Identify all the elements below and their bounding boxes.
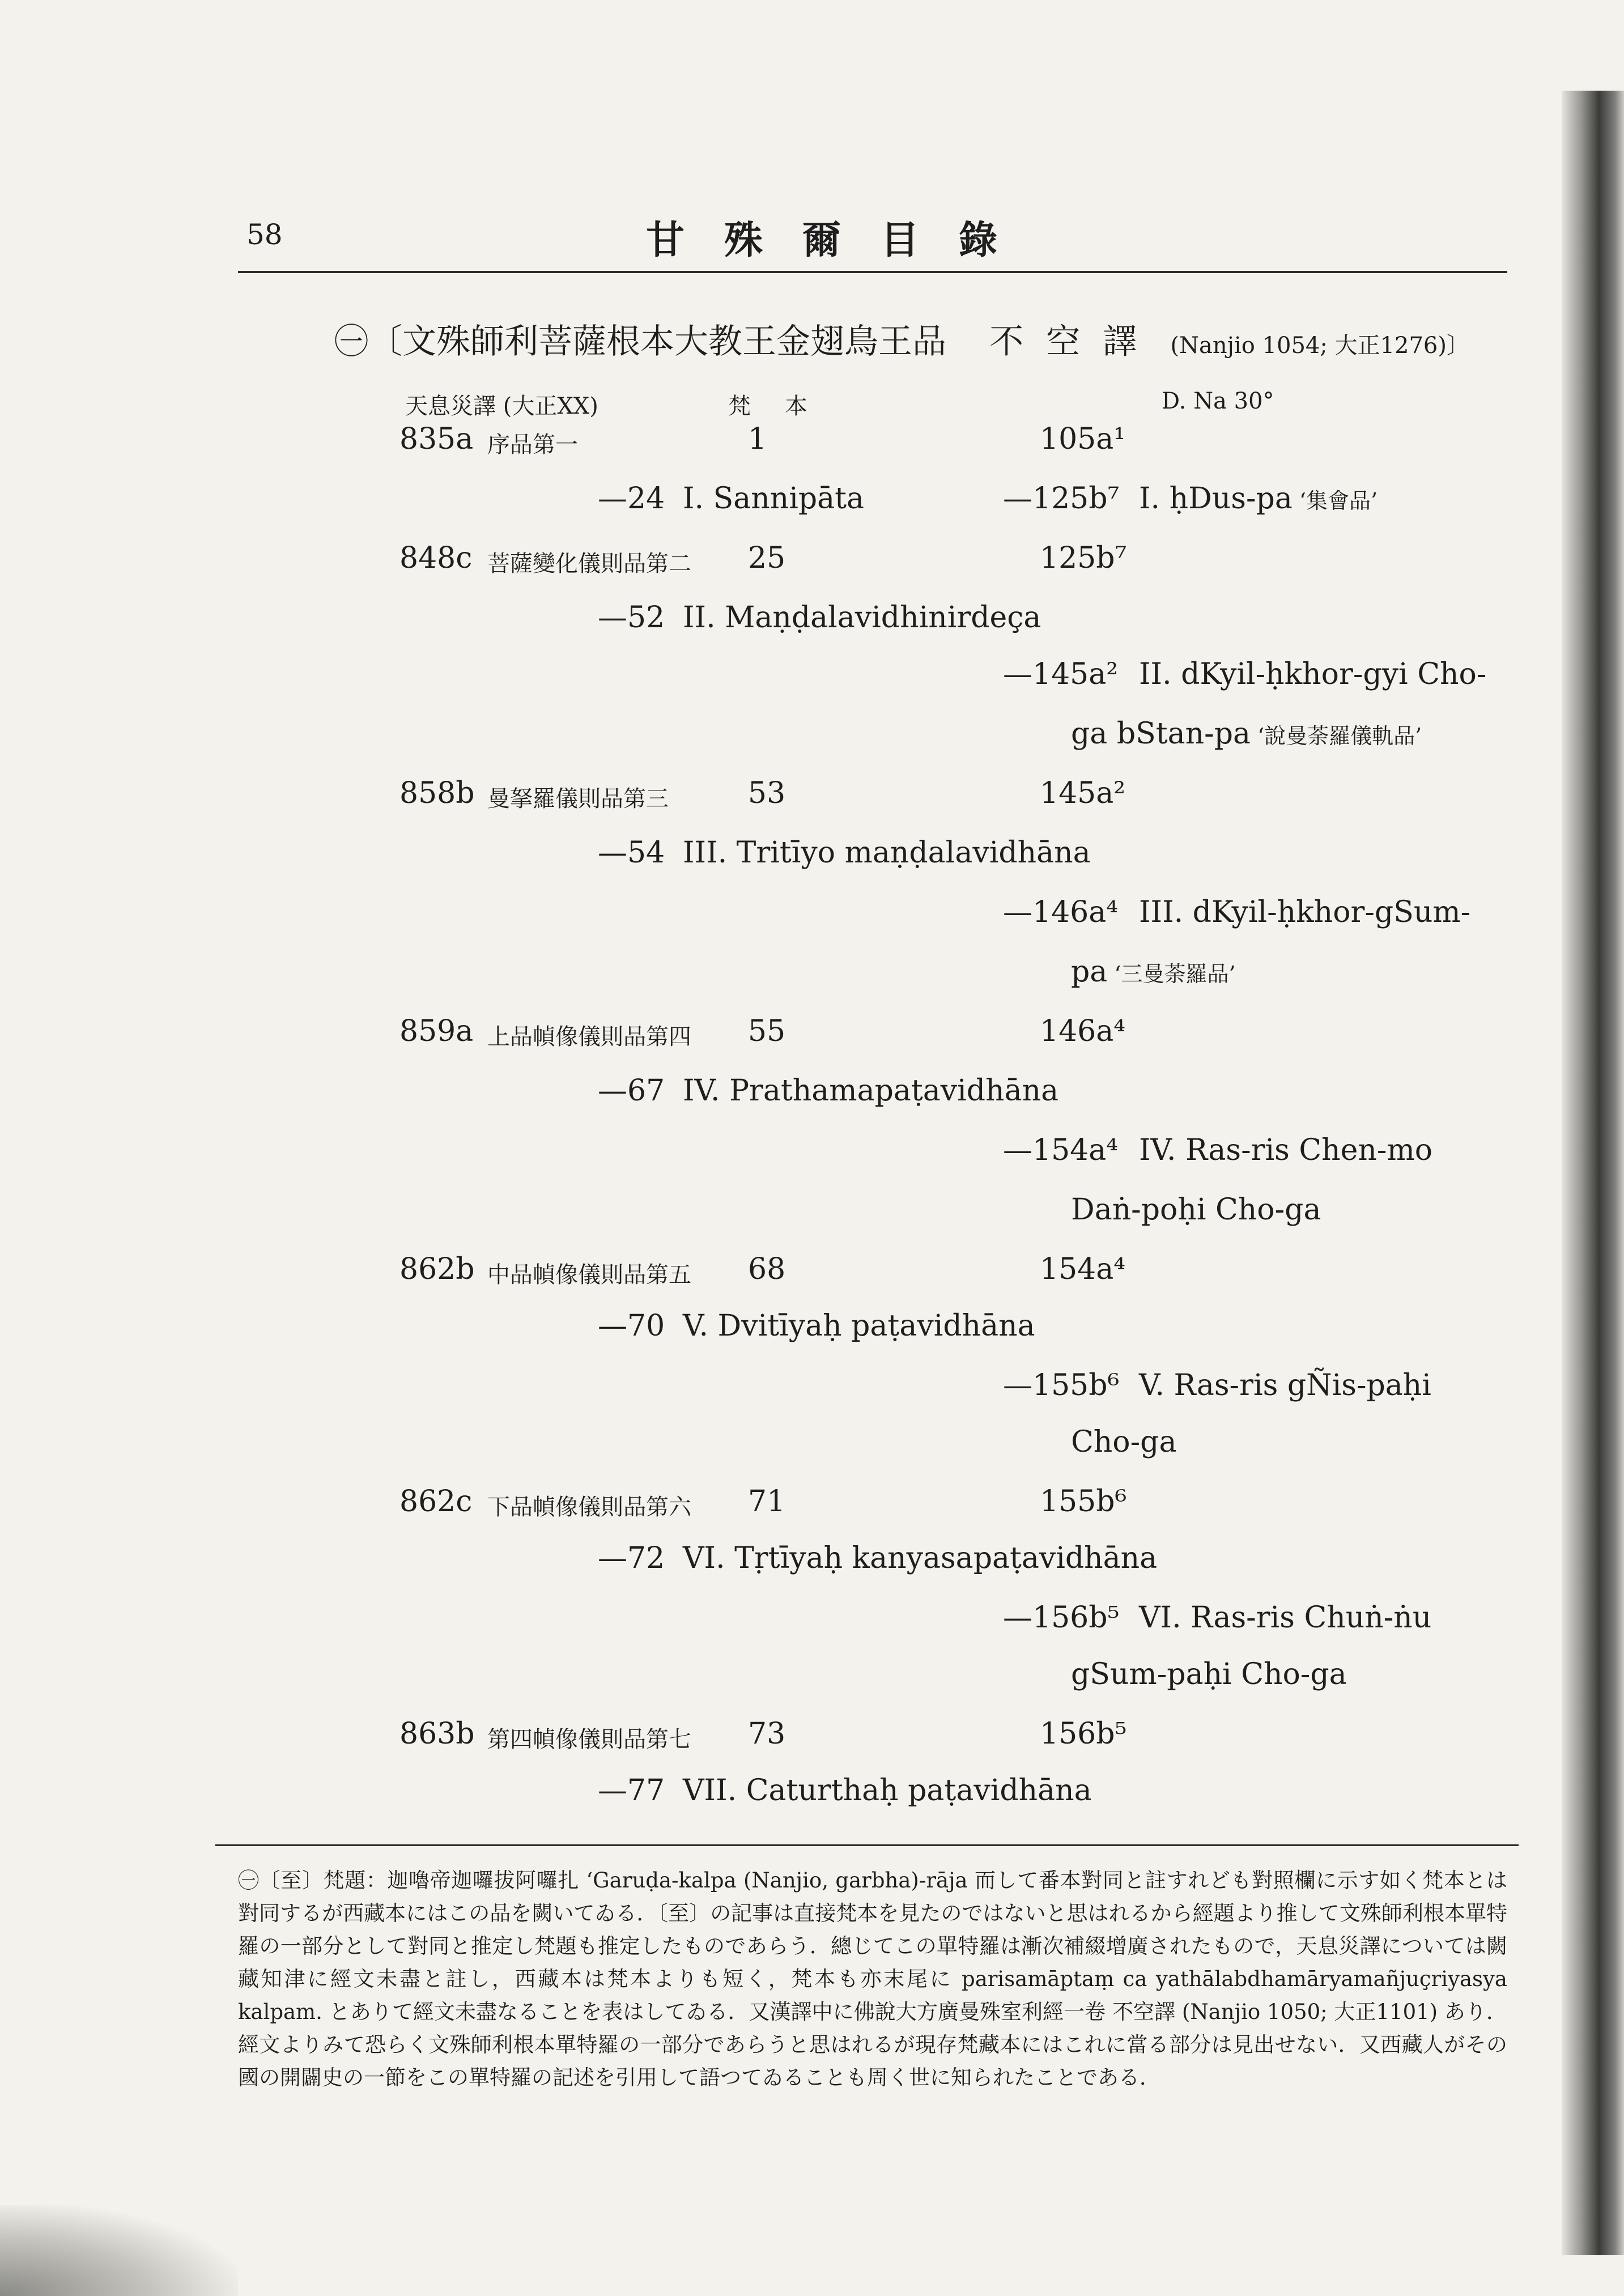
heading-title: 〔文殊師利菩薩根本大教王金翅鳥王品 <box>368 322 946 362</box>
row-tib-start: 155b⁶ <box>1040 1485 1127 1519</box>
row-tib-start: 146a⁴ <box>1040 1014 1126 1048</box>
heading-marker: ㊀ <box>334 322 368 362</box>
row-skt-end: —24 <box>598 482 665 516</box>
row-tib-end: —156b⁵ <box>1003 1601 1120 1635</box>
row-skt-start: 53 <box>748 776 786 810</box>
row-skt-start: 55 <box>748 1014 786 1048</box>
row-chinese-title: 第四幀像儀則品第七 <box>487 1727 691 1753</box>
running-title: 甘殊爾目錄 <box>646 218 1038 263</box>
row-tib-end: —125b⁷ <box>1003 482 1120 516</box>
row-skt-start: 25 <box>748 541 786 575</box>
scan-edge-shadow <box>1562 91 1624 2255</box>
row-ref: 859a <box>399 1014 474 1048</box>
column-header-chinese: 天息災譯 (大正XX) <box>405 393 598 419</box>
row-tib-start: 105a¹ <box>1040 422 1126 456</box>
row-skt-title: V. Dvitīyaḥ paṭavidhāna <box>683 1309 1035 1343</box>
row-skt-end: —54 <box>598 836 665 870</box>
row-skt-end: —72 <box>598 1541 665 1575</box>
row-chinese-title: 下品幀像儀則品第六 <box>487 1494 691 1520</box>
row-ref: 858b <box>399 776 475 810</box>
row-skt-title: VII. Caturthaḥ paṭavidhāna <box>683 1774 1092 1808</box>
row-skt-title: I. Sannipāta <box>683 482 865 516</box>
header-rule <box>238 271 1507 273</box>
row-tib-title-line: ga bStan-pa ‘說曼荼羅儀軌品’ <box>1071 717 1422 751</box>
row-ref: 863b <box>399 1717 475 1751</box>
row-skt-title: III. Tritīyo maṇḍalavidhāna <box>683 836 1091 870</box>
row-tib-start: 154a⁴ <box>1040 1252 1126 1286</box>
heading-translator: 不空譯 <box>989 322 1160 362</box>
row-chinese-title: 序品第一 <box>487 432 578 458</box>
row-ref: 848c <box>399 541 473 575</box>
row-tib-end: —154a⁴ <box>1003 1133 1119 1167</box>
row-skt-end: —67 <box>598 1074 665 1108</box>
entry-heading <box>334 314 1469 363</box>
row-chinese-title: 中品幀像儀則品第五 <box>487 1262 691 1288</box>
row-skt-start: 1 <box>748 422 767 456</box>
row-tib-title-line: I. ḥDus-pa ‘集會品’ <box>1139 482 1378 516</box>
row-tib-start: 156b⁵ <box>1040 1717 1127 1751</box>
row-tib-start: 145a² <box>1040 776 1126 810</box>
row-tib-gloss: ‘集會品’ <box>1292 488 1378 513</box>
column-header-tibetan: D. Na 30° <box>1162 388 1274 414</box>
row-tib-gloss: ‘說曼荼羅儀軌品’ <box>1250 724 1422 749</box>
heading-ref: (Nanjio 1054; 大正1276)〕 <box>1170 333 1469 359</box>
row-skt-title: II. Maṇḍalavidhinirdeça <box>683 601 1041 635</box>
row-ref: 835a <box>399 422 474 456</box>
row-skt-start: 68 <box>748 1252 786 1286</box>
row-tib-title-line: gSum-paḥi Cho-ga <box>1071 1657 1347 1691</box>
footnote: ㊀〔至〕梵題：迦嚕帝迦囉拔阿囉扎 ‘Garuḍa-kalpa (Nanjio, garbha)-rāja 而して番本對同と註すれども對照欄に示す如く梵本とは對同するが西藏本にはこの品を闕いてゐる．〔至〕の記事は直接梵本を見たのではないと思はれるから經題より推して文殊師利根本單特羅の一部分として對同と推定し梵題も推定したものであらう．總じてこの單特羅は漸次補綴增廣されたもので，天息災譯については闕藏知津に經文未盡と註し，西藏本は梵本よりも短く，梵本も亦末尾に parisamāptaṃ ca yathālabdhamāryamañjuçriyasya kalpam. とありて經文未盡なることを表はしてゐる．又漢譯中に佛說大方廣曼殊室利經一卷 不空譯 (Nanjio 1050; 大正1101) あり．經文よりみて恐らく文殊師利根本單特羅の一部分であらうと思はれるが現存梵藏本にはこれに當る部分は見出せない．又西藏人がその國の開闢史の一節をこの單特羅の記述を引用して語つてゐることも周く世に知られたことである． <box>238 1868 1507 2090</box>
row-skt-title: VI. Tṛtīyaḥ kanyasapaṭavidhāna <box>683 1541 1158 1575</box>
row-skt-end: —70 <box>598 1309 665 1343</box>
row-skt-start: 71 <box>748 1485 786 1519</box>
row-tib-end: —145a² <box>1003 657 1119 691</box>
row-tib-start: 125b⁷ <box>1040 541 1127 575</box>
row-chinese-title: 曼拏羅儀則品第三 <box>487 786 669 812</box>
row-tib-title-line: Daṅ-poḥi Cho-ga <box>1071 1193 1321 1227</box>
row-tib-title-line: IV. Ras-ris Chen-mo <box>1139 1133 1433 1167</box>
row-tib-title-line: VI. Ras-ris Chuṅ-ṅu <box>1139 1601 1432 1635</box>
row-ref: 862b <box>399 1252 475 1286</box>
row-skt-start: 73 <box>748 1717 786 1751</box>
scan-corner-shadow <box>0 2205 238 2296</box>
row-skt-title: IV. Prathamapaṭavidhāna <box>683 1074 1059 1108</box>
row-skt-end: —77 <box>598 1774 665 1808</box>
row-tib-title-line: II. dKyil-ḥkhor-gyi Cho- <box>1139 657 1487 691</box>
row-tib-title-line: Cho-ga <box>1071 1425 1177 1459</box>
page-number: 58 <box>246 218 283 251</box>
row-chinese-title: 上品幀像儀則品第四 <box>487 1024 691 1050</box>
row-chinese-title: 菩薩變化儀則品第二 <box>487 551 691 577</box>
row-skt-end: —52 <box>598 601 665 635</box>
row-tib-title-line: III. dKyil-ḥkhor-gSum- <box>1139 895 1471 929</box>
row-tib-end: —146a⁴ <box>1003 895 1119 929</box>
row-tib-title-line: V. Ras-ris gÑis-paḥi <box>1139 1368 1431 1402</box>
row-tib-end: —155b⁶ <box>1003 1368 1120 1402</box>
row-tib-gloss: ‘三曼荼羅品’ <box>1107 962 1236 987</box>
row-tib-title-line: pa ‘三曼荼羅品’ <box>1071 955 1236 989</box>
footnote-rule <box>215 1844 1519 1846</box>
row-ref: 862c <box>399 1485 473 1519</box>
column-header-sanskrit: 梵本 <box>728 393 841 419</box>
